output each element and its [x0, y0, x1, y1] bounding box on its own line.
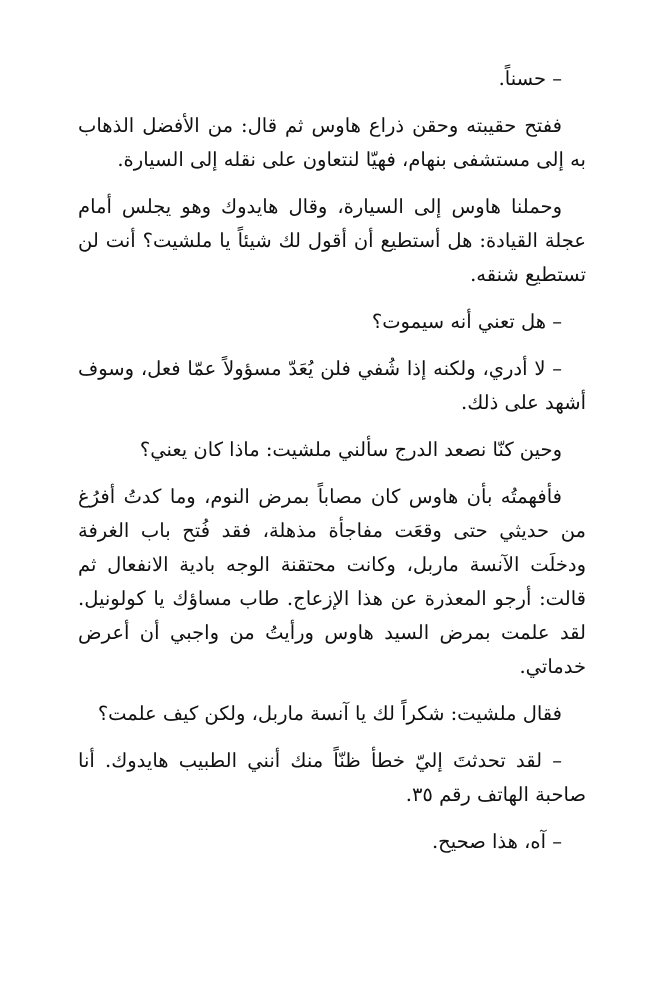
paragraph: – لا أدري، ولكنه إذا شُفي فلن يُعَدّ مسؤولاً عمّا فعل، وسوف أشهد على ذلك.: [78, 357, 586, 414]
paragraph: وحملنا هاوس إلى السيارة، وقال هايدوك وهو يجلس أمام عجلة القيادة: هل أستطيع أن أقول لك شيئاً يا ملشيت؟ أنت لن تستطيع شنقه.: [78, 195, 586, 286]
paragraph: ففتح حقيبته وحقن ذراع هاوس ثم قال: من الأفضل الذهاب به إلى مستشفى بنهام، فهيّا لنتعاون على نقله إلى السيارة.: [78, 114, 586, 171]
paragraph: – حسناً.: [498, 67, 562, 90]
paragraph: – هل تعني أنه سيموت؟: [371, 310, 562, 333]
paragraph: فقال ملشيت: شكراً لك يا آنسة ماربل، ولكن كيف علمت؟: [97, 702, 562, 725]
paragraph: – لقد تحدثتَ إليّ خطأ ظنّاً منك أنني الطبيب هايدوك. أنا صاحبة الهاتف رقم ٣٥.: [78, 749, 586, 806]
paragraph: فأفهمتُه بأن هاوس كان مصاباً بمرض النوم، وما كدتُ أفرُغ من حديثي حتى وقعَت مفاجأة مذهلة، فقد فُتح باب الغرفة ودخلَت الآنسة ماربل، وكانت محتقنة الوجه بادية الانفعال ثم قالت: أرجو المعذرة عن هذا الإزعاج. طاب مساؤك يا كولونيل. لقد علمت بمرض السيد هاوس ورأيتُ من واجبي أن أعرض خدماتي.: [78, 485, 586, 678]
paragraph: – آه، هذا صحيح.: [431, 830, 562, 853]
body-text: [78, 62, 586, 872]
paragraph: وحين كنّا نصعد الدرج سألني ملشيت: ماذا كان يعني؟: [139, 438, 562, 461]
